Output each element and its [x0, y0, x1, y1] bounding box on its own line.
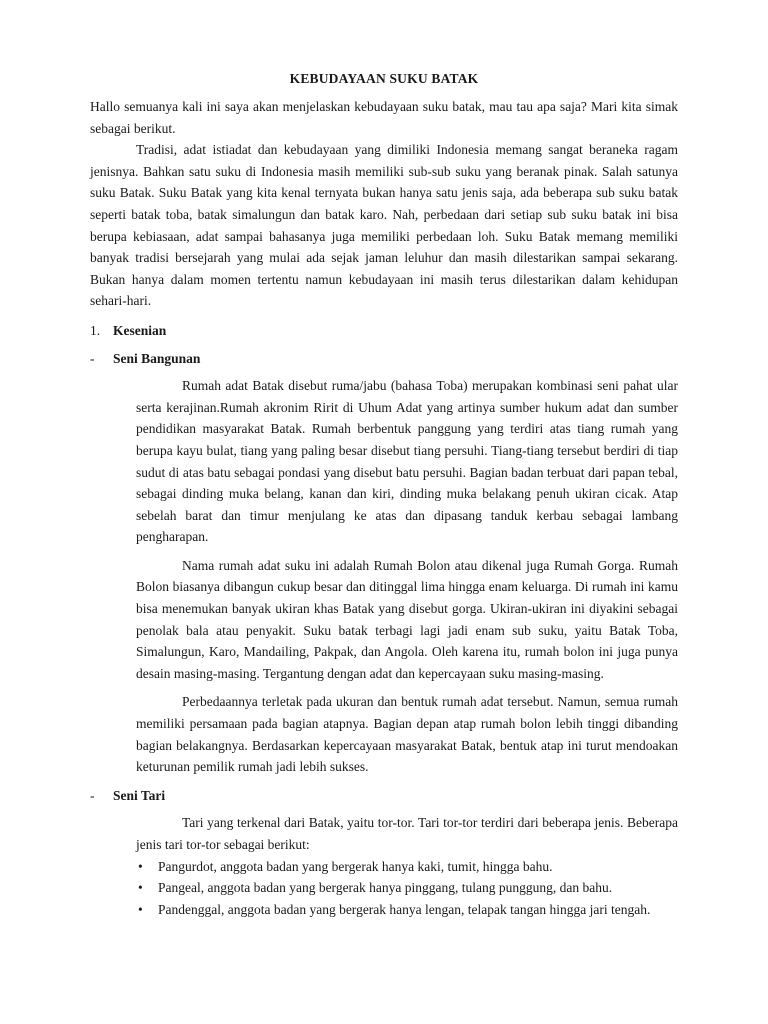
subheading-seni-tari — [90, 785, 678, 807]
bullet-icon: • — [138, 880, 143, 896]
section-heading-kesenian — [90, 320, 678, 342]
list-item — [136, 877, 678, 899]
subheading-label: Seni Bangunan — [113, 350, 201, 366]
intro-text: Hallo semuanya kali ini saya akan menjelaskan kebudayaan suku batak, mau tau apa saja? Mari kita simak sebagai berikut. — [90, 99, 678, 136]
paragraph: Tari yang terkenal dari Batak, yaitu tor-tor. Tari tor-tor terdiri dari beberapa jenis. Beberapa jenis tari tor-tor sebagai berikut: — [136, 815, 678, 852]
list-item-text: Pangurdot, anggota badan yang bergerak hanya kaki, tumit, hingga bahu. — [158, 858, 553, 874]
subheading-label: Seni Tari — [113, 787, 166, 803]
bullet-icon: • — [138, 858, 143, 874]
dash-marker: - — [90, 350, 95, 366]
seni-tari-body — [90, 812, 678, 855]
list-item — [136, 856, 678, 878]
section-heading-label: Kesenian — [113, 322, 167, 338]
subheading-seni-bangunan — [90, 348, 678, 370]
list-item-text: Pandenggal, anggota badan yang bergerak hanya lengan, telapak tangan hingga jari tengah. — [158, 901, 651, 917]
paragraph: Perbedaannya terletak pada ukuran dan bentuk rumah adat tersebut. Namun, semua rumah memiliki persamaan pada bagian atapnya. Bagian depan atap rumah bolon lebih tinggi dibanding bagian belakangnya. Berdasarkan kepercayaan masyarakat Batak, bentuk atap ini turut mendoakan keturunan pemilik rumah jadi lebih sukses. — [136, 694, 678, 775]
paragraph: Rumah adat Batak disebut ruma/jabu (bahasa Toba) merupakan kombinasi seni pahat ular serta kerajinan.Rumah akronim Ririt di Uhum Adat yang artinya sumber hukum adat dan sumber pendidikan masyarakat Batak. Rumah berbentuk panggung yang terdiri atas tiang rumah yang berupa kayu bulat, tiang yang paling besar disebut tiang persuhi. Tiang-tiang tersebut berdiri di tiap sudut di atas batu sebagai pondasi yang disebut batu persuhi. Bagian badan terbuat dari papan tebal, sebagai dinding muka belang, kanan dan kiri, dinding muka belakang penuh ukiran cicak. Atap sebelah barat dan timur menjulang ke atas dan dipasang tanduk kerbau sebagai lambang pengharapan. — [136, 378, 678, 545]
intro-paragraph: Tradisi, adat istiadat dan kebudayaan yang dimiliki Indonesia memang sangat beraneka ragam jenisnya. Bahkan satu suku di Indonesia masih memiliki sub-sub suku yang beranak pinak. Salah satunya suku Batak. Suku Batak yang kita kenal ternyata bukan hanya satu jenis saja, ada beberapa sub suku batak seperti batak toba, batak simalungun dan batak karo. Nah, perbedaan dari setiap sub suku batak ini bisa berupa kebiasaan, adat sampai bahasanya juga memiliki perbedaan loh. Suku Batak memang memiliki banyak tradisi bersejarah yang mulai ada sejak jaman leluhur dan masih dilestarikan sampai sekarang. Bukan hanya dalam momen tertentu namun kebudayaan ini masih terus dilestarikan dalam kehidupan sehari-hari. — [90, 142, 678, 309]
tari-tor-tor-list — [90, 856, 678, 921]
list-item-text: Pangeal, anggota badan yang bergerak hanya pinggang, tulang punggung, dan bahu. — [158, 880, 613, 896]
paragraph: Nama rumah adat suku ini adalah Rumah Bolon atau dikenal juga Rumah Gorga. Rumah Bolon biasanya dibangun cukup besar dan ditinggal lima hingga enam keluarga. Di rumah ini kamu bisa menemukan banyak ukiran khas Batak yang disebut gorga. Ukiran-ukiran ini diyakini sebagai penolak bala atau penyakit. Suku batak terbagi lagi jadi enam sub suku, yaitu Batak Toba, Simalungun, Karo, Mandailing, Pakpak, dan Angola. Oleh karena itu, rumah bolon ini juga punya desain masing-masing. Tergantung dengan adat dan kepercayaan suku masing-masing. — [136, 557, 678, 681]
section-number: 1. — [90, 322, 101, 338]
bullet-icon: • — [138, 901, 143, 917]
seni-bangunan-body — [90, 375, 678, 778]
document-title: KEBUDAYAAN SUKU BATAK — [289, 71, 479, 86]
list-item — [136, 899, 678, 921]
dash-marker: - — [90, 787, 95, 803]
